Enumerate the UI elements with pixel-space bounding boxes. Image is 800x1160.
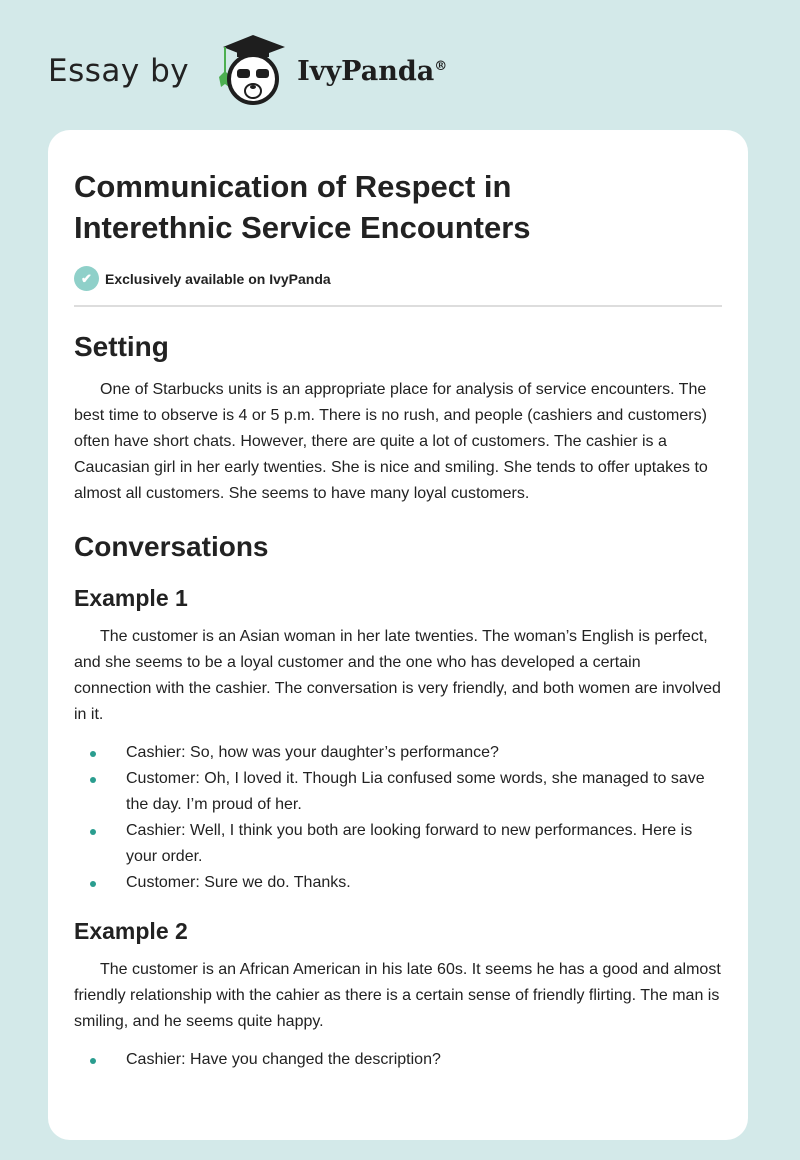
list-item: Cashier: Well, I think you both are looking forward to new performances. Here is your order. <box>74 818 722 870</box>
registered-mark: ® <box>434 58 448 74</box>
page-title: Communication of Respect in Interethnic Service Encounters <box>74 169 531 245</box>
site-header <box>48 36 447 106</box>
example-1-dialogue <box>74 740 722 896</box>
list-item: Cashier: So, how was your daughter’s performance? <box>74 740 722 766</box>
divider <box>74 305 722 307</box>
section-heading-setting: Setting <box>74 331 169 362</box>
essay-card <box>48 130 748 1140</box>
panda-logo-icon[interactable] <box>209 33 293 109</box>
badge-text: Exclusively available on IvyPanda <box>105 270 331 287</box>
exclusive-badge <box>74 266 722 291</box>
brand-name[interactable] <box>297 56 447 87</box>
setting-paragraph: One of Starbucks units is an appropriate place for analysis of service encounters. The best time to observe is 4 or 5 p.m. There is no rush, and people (cashiers and customers) often have short chats. However, there are quite a lot of customers. The cashier is a Caucasian girl in her early twenties. She is nice and smiling. She tends to offer uptakes to almost all customers. She seems to have many loyal customers. <box>74 381 708 502</box>
list-item: Customer: Oh, I loved it. Though Lia confused some words, she managed to save the day. I’m proud of her. <box>74 766 722 818</box>
example-2-paragraph: The customer is an African American in his late 60s. It seems he has a good and almost friendly relationship with the cahier as there is a certain sense of friendly flirting. The man is smiling, and he seems quite happy. <box>74 961 721 1030</box>
check-icon: ✔ <box>74 266 99 291</box>
section-heading-conversations: Conversations <box>74 531 269 562</box>
example-2-heading: Example 2 <box>74 918 188 944</box>
essay-by-label: Essay by <box>48 53 190 89</box>
example-1-paragraph: The customer is an Asian woman in her late twenties. The woman’s English is perfect, and she seems to be a loyal customer and the one who has developed a certain connection with the cashier. The conversation is very friendly, and both women are involved in it. <box>74 628 721 723</box>
list-item: Customer: Sure we do. Thanks. <box>74 870 722 896</box>
example-1-heading: Example 1 <box>74 585 188 611</box>
list-item: Cashier: Have you changed the description? <box>74 1047 722 1073</box>
example-2-dialogue <box>74 1047 722 1073</box>
brand-text: IvyPanda <box>297 55 435 87</box>
